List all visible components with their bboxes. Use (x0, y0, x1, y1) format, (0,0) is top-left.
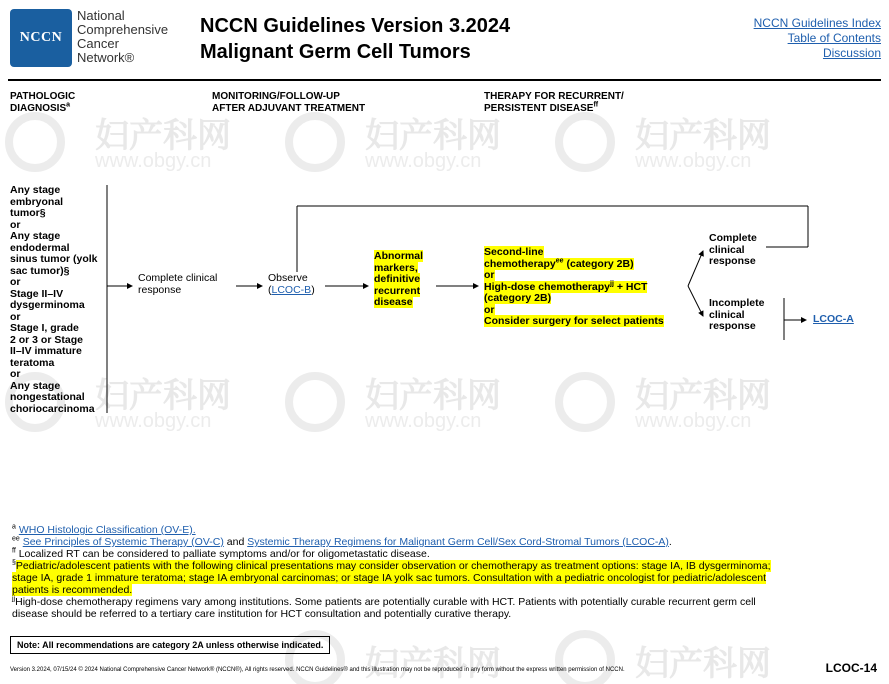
footnote-ee: $^{ee}$ See Principles of Systemic Therapy (OV-C) and Systemic Therapy Regimens for Malignant Germ Cell/Sex Cord-Stromal Tumors (LCOC-A). (12, 535, 672, 548)
column-header-diagnosis: PATHOLOGIC DIAGNOSIS$^a$ (10, 91, 76, 114)
watermark-url: www.obgy.cn (95, 150, 212, 172)
watermark-url: www.obgy.cn (365, 410, 482, 432)
watermark-url: www.obgy.cn (635, 150, 752, 172)
watermark-text: 妇产科网 (635, 377, 771, 415)
footnote-a: $^a$ WHO Histologic Classification (OV-E). (12, 523, 196, 536)
watermark-text: 妇产科网 (635, 645, 771, 683)
abnormal-markers-node: Abnormal markers, definitive recurrent disease (374, 250, 424, 308)
watermark-text: 妇产科网 (635, 117, 771, 155)
column-header-monitoring: MONITORING/FOLLOW-UP AFTER ADJUVANT TREATMENT (212, 91, 366, 114)
page-code: LCOC-14 (825, 661, 877, 675)
logo-text: NCCN (19, 30, 63, 45)
org-name: National Comprehensive Cancer Network® (77, 8, 169, 65)
table-of-contents-link[interactable]: Table of Contents (787, 31, 881, 45)
who-classification-link[interactable]: WHO Histologic Classification (OV-E). (18, 524, 196, 536)
lcoc-a-node (813, 314, 854, 326)
title-topic: Malignant Germ Cell Tumors (200, 41, 471, 63)
watermark-url: www.obgy.cn (95, 410, 212, 432)
observe-node: Observe (LCOC-B) (268, 272, 315, 296)
guidelines-index-link[interactable]: NCCN Guidelines Index (753, 16, 881, 30)
systemic-therapy-principles-link[interactable]: See Principles of Systemic Therapy (OV-C) (22, 536, 224, 548)
footnote-pediatric: §Pediatric/adolescent patients with the following clinical presentations may consider observation or chemotherapy as treatment options: stage IA, IB dysgerminoma; stage IA, grade 1 immature teratoma; stage IA embryonal carcinomas; or stage IA yolk sac tumors. Consultation with a pediatric oncologist for pediatric/adolescent patients is recommended. (12, 559, 771, 596)
discussion-link[interactable]: Discussion (822, 46, 881, 60)
copyright-line: Version 3.2024, 07/15/24 © 2024 National Comprehensive Cancer Network® (NCCN®), All rights reserved. NCCN Guidelines® and this illustration may not be reproduced in any form without the express written permission of NCCN. (10, 667, 625, 673)
watermark-text: 妇产科网 (365, 377, 501, 415)
footnotes (12, 524, 872, 620)
watermark-text: 妇产科网 (365, 645, 501, 683)
recommendation-note: Note: All recommendations are category 2A unless otherwise indicated. (10, 636, 330, 654)
incomplete-response-node: Incomplete clinical response (709, 297, 765, 332)
watermark-text: 妇产科网 (365, 117, 501, 155)
lcoc-a-link[interactable]: LCOC-A (813, 313, 854, 325)
footnote-jj: $^{jj}$High-dose chemotherapy regimens vary among institutions. Some patients are potentially curable with HCT. Patients with potentially curable recurrent germ cell disease should be referred to a tertiary care institution for HCT consultation and potentially curative therapy. (12, 595, 756, 620)
watermark-url: www.obgy.cn (365, 150, 482, 172)
complete-response-node: Complete clinical response (709, 232, 757, 267)
watermark-text: 妇产科网 (95, 377, 231, 415)
lcoc-b-link[interactable]: LCOC-B (271, 283, 312, 296)
therapy-options-node: Second-line chemotherapy$^{ee}$ (category 2B) or High-dose chemotherapy$^{jj}$ + HCT (category 2B) or Consider surgery for select patients (484, 246, 664, 327)
complete-clinical-response-node: Complete clinical response (138, 272, 218, 296)
watermark-url: www.obgy.cn (635, 410, 752, 432)
diagnosis-list: Any stage embryonal tumor§ or Any stage endodermal sinus tumor (yolk sac tumor)§ or Stage II–IV dysgerminoma or Stage I, grade 2 or 3 or Stage II–IV immature teratoma or Any stage nongestational choriocarcinoma (10, 184, 98, 415)
title-version: NCCN Guidelines Version 3.2024 (200, 15, 511, 37)
column-header-therapy: THERAPY FOR RECURRENT/ PERSISTENT $DISEASE^{ff}$ (484, 91, 624, 114)
systemic-therapy-regimens-link[interactable]: Systemic Therapy Regimens for Malignant Germ Cell/Sex Cord-Stromal Tumors (LCOC-A) (247, 536, 669, 548)
footnote-ff: $^{ff}$ Localized RT can be considered to palliate symptoms and/or for oligometastatic disease. (12, 547, 430, 560)
watermark-text: 妇产科网 (95, 117, 231, 155)
